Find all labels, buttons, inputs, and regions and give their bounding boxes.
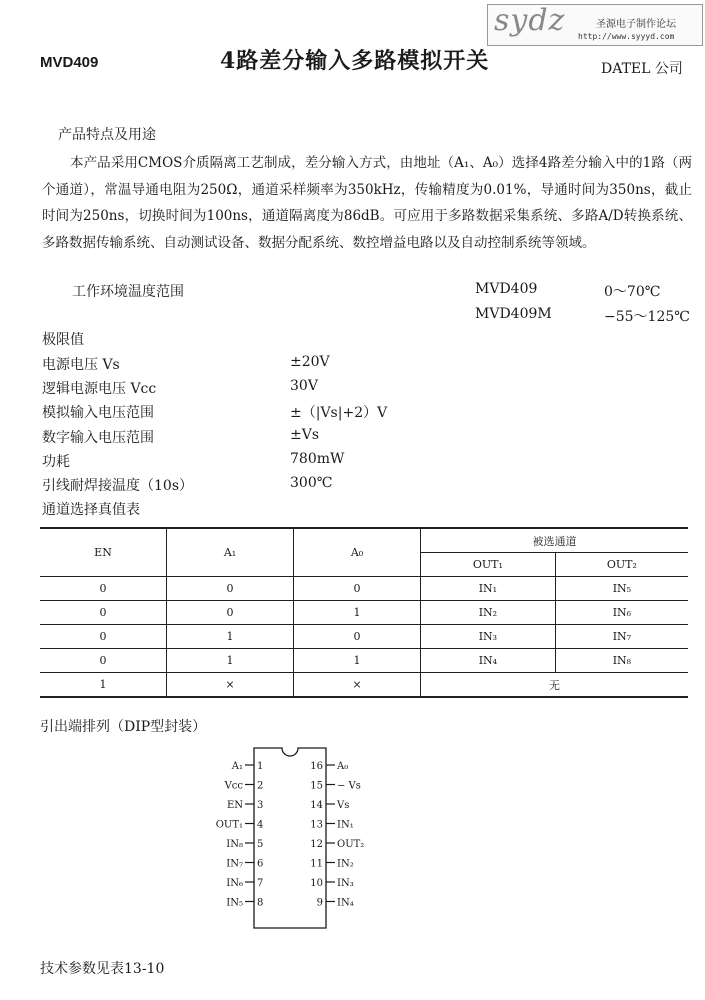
- limit-value: 780mW: [290, 451, 345, 467]
- temp-model: MVD409M: [475, 306, 552, 322]
- table-row: [40, 601, 688, 625]
- pin-name: IN₄: [337, 897, 354, 909]
- features-paragraph: 本产品采用CMOS介质隔离工艺制成，差分输入方式，由地址（A₁、A₀）选择4路差分输入中的1路（两个通道），常温导通电阻为250Ω，通道采样频率为350kHz，传输精度为0.01%，导通时间为350ns，截止时间为250ns，切换时间为100ns，通道隔离度为86dB。可应用于多路数据采集系统、多路A/D转换系统、多路数据传输系统、自动测试设备、数据分配系统、数控增益电路以及自动控制系统等领域。: [42, 155, 692, 251]
- company-name: DATEL 公司: [601, 61, 683, 77]
- pin-name: OUT₁: [215, 819, 243, 831]
- pin-number: 8: [257, 897, 264, 909]
- limit-value: ±Vs: [290, 427, 320, 443]
- cell: 0: [40, 625, 167, 649]
- cell: 0: [40, 577, 167, 601]
- watermark-url: http://www.syyyd.com: [578, 32, 675, 41]
- watermark-logo: sydz: [494, 3, 566, 38]
- cell: IN₇: [555, 625, 688, 649]
- cell: IN₄: [421, 649, 556, 673]
- cell: 0: [167, 577, 294, 601]
- page-title: 4路差分输入多路模拟开关: [220, 48, 490, 74]
- cell: 0: [294, 625, 421, 649]
- footer-note: 技术参数见表13-10: [40, 961, 165, 977]
- temp-range: −55～125℃: [604, 309, 690, 325]
- limit-label: 功耗: [42, 454, 70, 470]
- pin-name: OUT₂: [337, 839, 365, 850]
- cell: IN₃: [421, 625, 556, 649]
- pin-name: IN₃: [337, 878, 354, 889]
- limit-label: 模拟输入电压范围: [42, 405, 154, 421]
- pin-number: 10: [310, 878, 323, 889]
- header-out1: OUT₁: [421, 553, 556, 577]
- pin-number: 11: [310, 858, 323, 870]
- limit-label: 电源电压 Vs: [42, 357, 120, 373]
- pin-number: 15: [310, 780, 323, 792]
- table-row: [40, 577, 688, 601]
- pin-name: IN₇: [226, 858, 243, 870]
- temp-label: 工作环境温度范围: [72, 284, 184, 300]
- header-a0: A₀: [294, 528, 421, 577]
- pin-name: A₁: [231, 761, 243, 772]
- cell: 1: [294, 649, 421, 673]
- cell: IN₈: [555, 649, 688, 673]
- header-selected: 被选通道: [421, 528, 689, 553]
- pin-number: 12: [310, 839, 323, 850]
- table-row: [40, 673, 688, 698]
- pin-name: EN: [226, 800, 243, 811]
- pin-name: Vs: [337, 800, 350, 811]
- limit-value: ±20V: [290, 354, 330, 370]
- limit-label: 数字输入电压范围: [42, 430, 154, 446]
- table-row: [40, 649, 688, 673]
- cell: 1: [294, 601, 421, 625]
- pin-number: 13: [310, 819, 323, 831]
- pin-name: IN₆: [226, 878, 243, 889]
- watermark-name: 圣源电子制作论坛: [596, 19, 676, 30]
- table-row: [40, 625, 688, 649]
- cell: ×: [294, 673, 421, 698]
- pinout-heading: 引出端排列（DIP型封装）: [40, 719, 207, 735]
- limits-heading: 极限值: [42, 332, 84, 348]
- cell: 1: [167, 649, 294, 673]
- cell: ×: [167, 673, 294, 698]
- pinout-diagram: [0, 740, 705, 940]
- truth-table-heading: 通道选择真值表: [42, 502, 140, 518]
- pin-number: 7: [257, 878, 264, 889]
- header-en: EN: [40, 528, 167, 577]
- model-number: MVD409: [40, 54, 99, 71]
- pin-name: − Vs: [337, 780, 361, 792]
- cell: 0: [167, 601, 294, 625]
- limit-value: ±（|Vs|+2）V: [290, 405, 388, 421]
- cell: IN₅: [555, 577, 688, 601]
- pin-number: 9: [316, 897, 323, 909]
- cell: 无: [421, 673, 689, 698]
- cell: IN₆: [555, 601, 688, 625]
- cell: 0: [40, 601, 167, 625]
- limit-label: 逻辑电源电压 Vcc: [42, 381, 157, 397]
- pin-name: A₀: [337, 761, 349, 772]
- pin-name: IN₅: [226, 897, 243, 909]
- pin-number: 3: [257, 800, 264, 811]
- cell: 1: [40, 673, 167, 698]
- pin-number: 1: [257, 761, 264, 772]
- cell: 0: [294, 577, 421, 601]
- cell: IN₂: [421, 601, 556, 625]
- pin-number: 16: [310, 761, 323, 772]
- truth-table: [40, 527, 688, 698]
- cell: 1: [167, 625, 294, 649]
- features-heading: 产品特点及用途: [58, 127, 156, 143]
- temp-range: 0～70℃: [604, 284, 661, 300]
- pin-number: 5: [257, 839, 264, 850]
- watermark: [487, 4, 703, 46]
- limit-label: 引线耐焊接温度（10s）: [42, 478, 193, 494]
- pin-number: 2: [257, 780, 264, 792]
- pin-name: IN₁: [337, 819, 354, 831]
- limit-value: 30V: [290, 378, 318, 394]
- header-a1: A₁: [167, 528, 294, 577]
- pin-number: 6: [257, 858, 264, 870]
- header-out2: OUT₂: [555, 553, 688, 577]
- table-header-row: [40, 528, 688, 553]
- temp-model: MVD409: [475, 281, 538, 297]
- pin-number: 4: [257, 819, 264, 831]
- cell: IN₁: [421, 577, 556, 601]
- limit-value: 300℃: [290, 475, 333, 491]
- pin-name: IN₈: [226, 839, 243, 850]
- pin-name: Vcc: [224, 780, 243, 792]
- dip-package-body: [254, 748, 326, 928]
- cell: 0: [40, 649, 167, 673]
- pin-name: IN₂: [337, 858, 354, 870]
- pin-number: 14: [310, 800, 323, 811]
